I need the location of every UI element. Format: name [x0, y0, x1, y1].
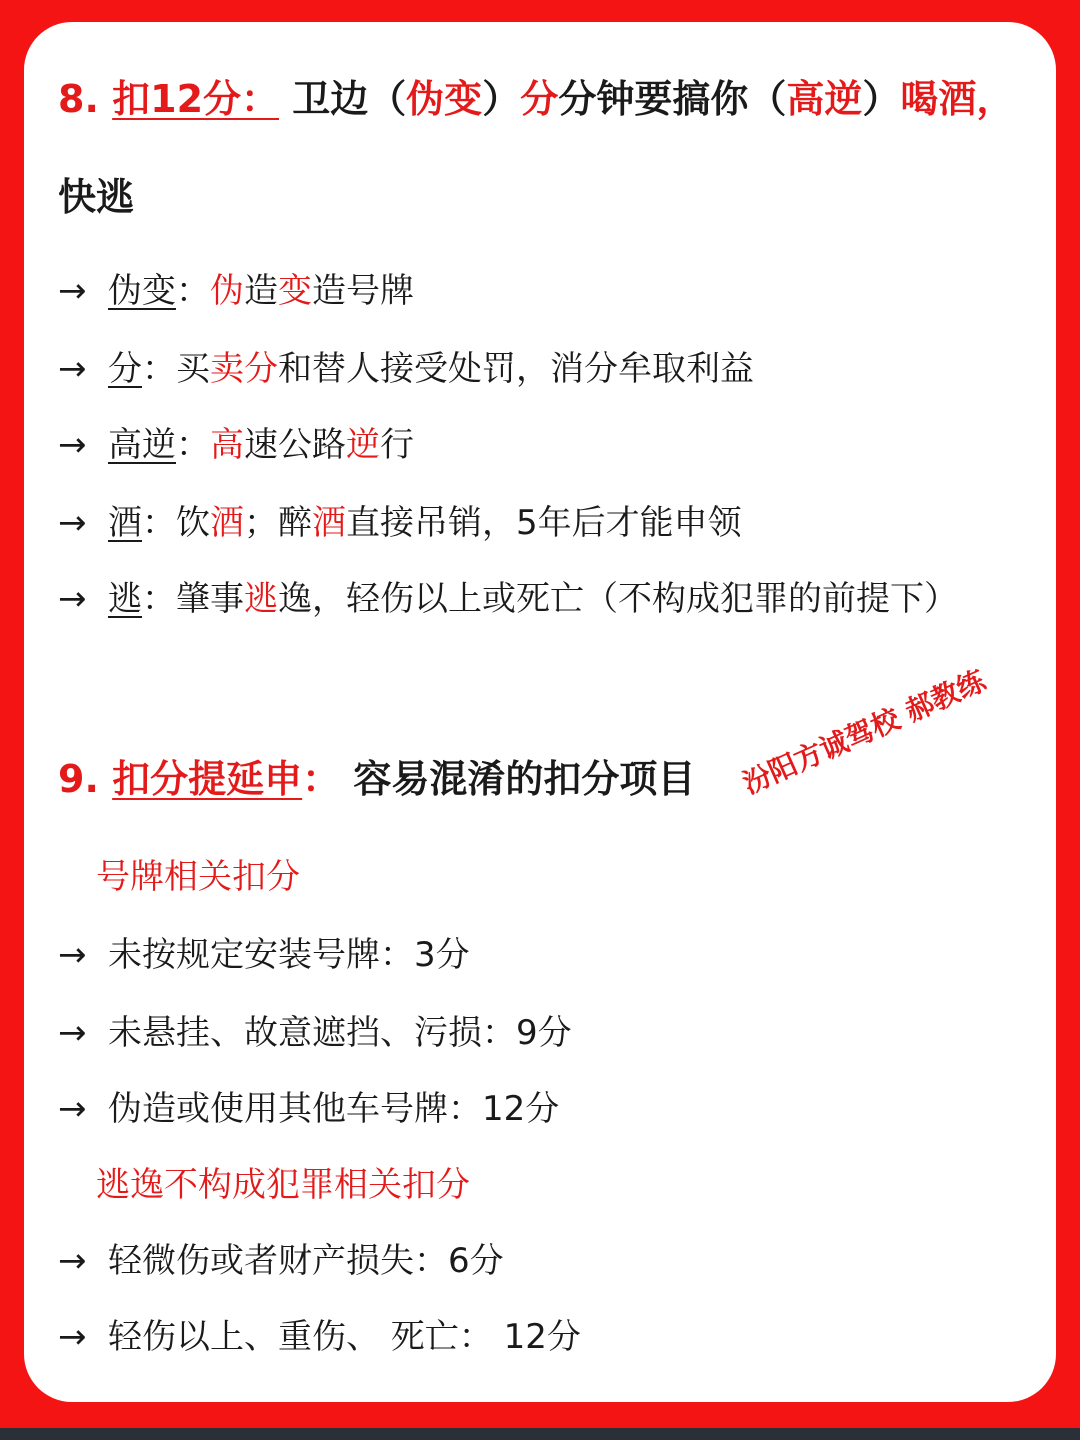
- arrow-icon: →: [58, 425, 87, 465]
- section9-lead: 扣分提延申: [112, 757, 303, 801]
- item-text-part: 肇事: [176, 579, 244, 619]
- item-text-part: 逃: [244, 579, 278, 619]
- content-card: [24, 22, 1056, 1402]
- item-term: 分: [108, 349, 142, 389]
- item-term: 逃: [108, 579, 142, 619]
- list-item: [58, 503, 742, 543]
- arrow-icon: →: [58, 349, 87, 389]
- section9-heading: 9. 扣分提延申： 容易混淆的扣分项目: [58, 757, 696, 801]
- item-text-part: 逆: [346, 425, 380, 465]
- item-colon: ：: [142, 503, 176, 543]
- item-term: 酒: [108, 503, 142, 543]
- item-text-part: 卖分: [210, 349, 278, 389]
- section8-heading-cont: 快逃: [58, 175, 135, 219]
- section8-heading: [58, 77, 1015, 121]
- subheading-plate: 号牌相关扣分: [96, 857, 300, 897]
- section8-lead: 扣12分：: [112, 77, 280, 121]
- list-item: → 轻伤以上、重伤、 死亡： 12分: [58, 1317, 581, 1357]
- list-item: [58, 349, 754, 389]
- item-text-part: 买: [176, 349, 210, 389]
- item-term: 高逆: [108, 425, 176, 465]
- arrow-icon: →: [58, 579, 87, 619]
- list-item: → 未按规定安装号牌：3分: [58, 935, 470, 975]
- list-item: [58, 271, 414, 311]
- section8-number: 8.: [58, 77, 99, 121]
- item-text-part: 伪: [210, 271, 244, 311]
- item-colon: ：: [176, 271, 210, 311]
- arrow-icon: →: [58, 503, 87, 543]
- item-text-part: 速公路: [244, 425, 346, 465]
- item-term: 伪变: [108, 271, 176, 311]
- item-text-part: 变: [278, 271, 312, 311]
- item-colon: ：: [142, 579, 176, 619]
- item-colon: ：: [142, 349, 176, 389]
- section8-mnemonic: 卫边（伪变）分分钟要搞你（高逆）喝酒，: [292, 77, 1015, 121]
- list-item: [58, 425, 414, 465]
- item-text-part: 酒: [312, 503, 346, 543]
- section9-rest: 容易混淆的扣分项目: [353, 757, 696, 801]
- list-item: → 轻微伤或者财产损失：6分: [58, 1241, 504, 1281]
- item-text-part: 逸，轻伤以上或死亡（不构成犯罪的前提下）: [278, 579, 958, 619]
- item-text-part: ；醉: [244, 503, 312, 543]
- watermark-text: 汾阳方诚驾校 郝教练: [737, 663, 991, 801]
- list-item: → 未悬挂、故意遮挡、污损：9分: [58, 1013, 572, 1053]
- subheading-escape: 逃逸不构成犯罪相关扣分: [96, 1165, 470, 1205]
- item-text-part: 高: [210, 425, 244, 465]
- item-text-part: 饮: [176, 503, 210, 543]
- item-colon: ：: [176, 425, 210, 465]
- list-item: [58, 579, 958, 619]
- bottom-bar: [0, 1428, 1080, 1440]
- list-item: → 伪造或使用其他车号牌：12分: [58, 1089, 560, 1129]
- item-text-part: 行: [380, 425, 414, 465]
- item-text-part: 造: [244, 271, 278, 311]
- item-text-part: 和替人接受处罚，消分牟取利益: [278, 349, 754, 389]
- item-text-part: 直接吊销，5年后才能申领: [346, 503, 742, 543]
- arrow-icon: →: [58, 271, 87, 311]
- item-text-part: 造号牌: [312, 271, 414, 311]
- section9-number: 9.: [58, 757, 99, 801]
- item-text-part: 酒: [210, 503, 244, 543]
